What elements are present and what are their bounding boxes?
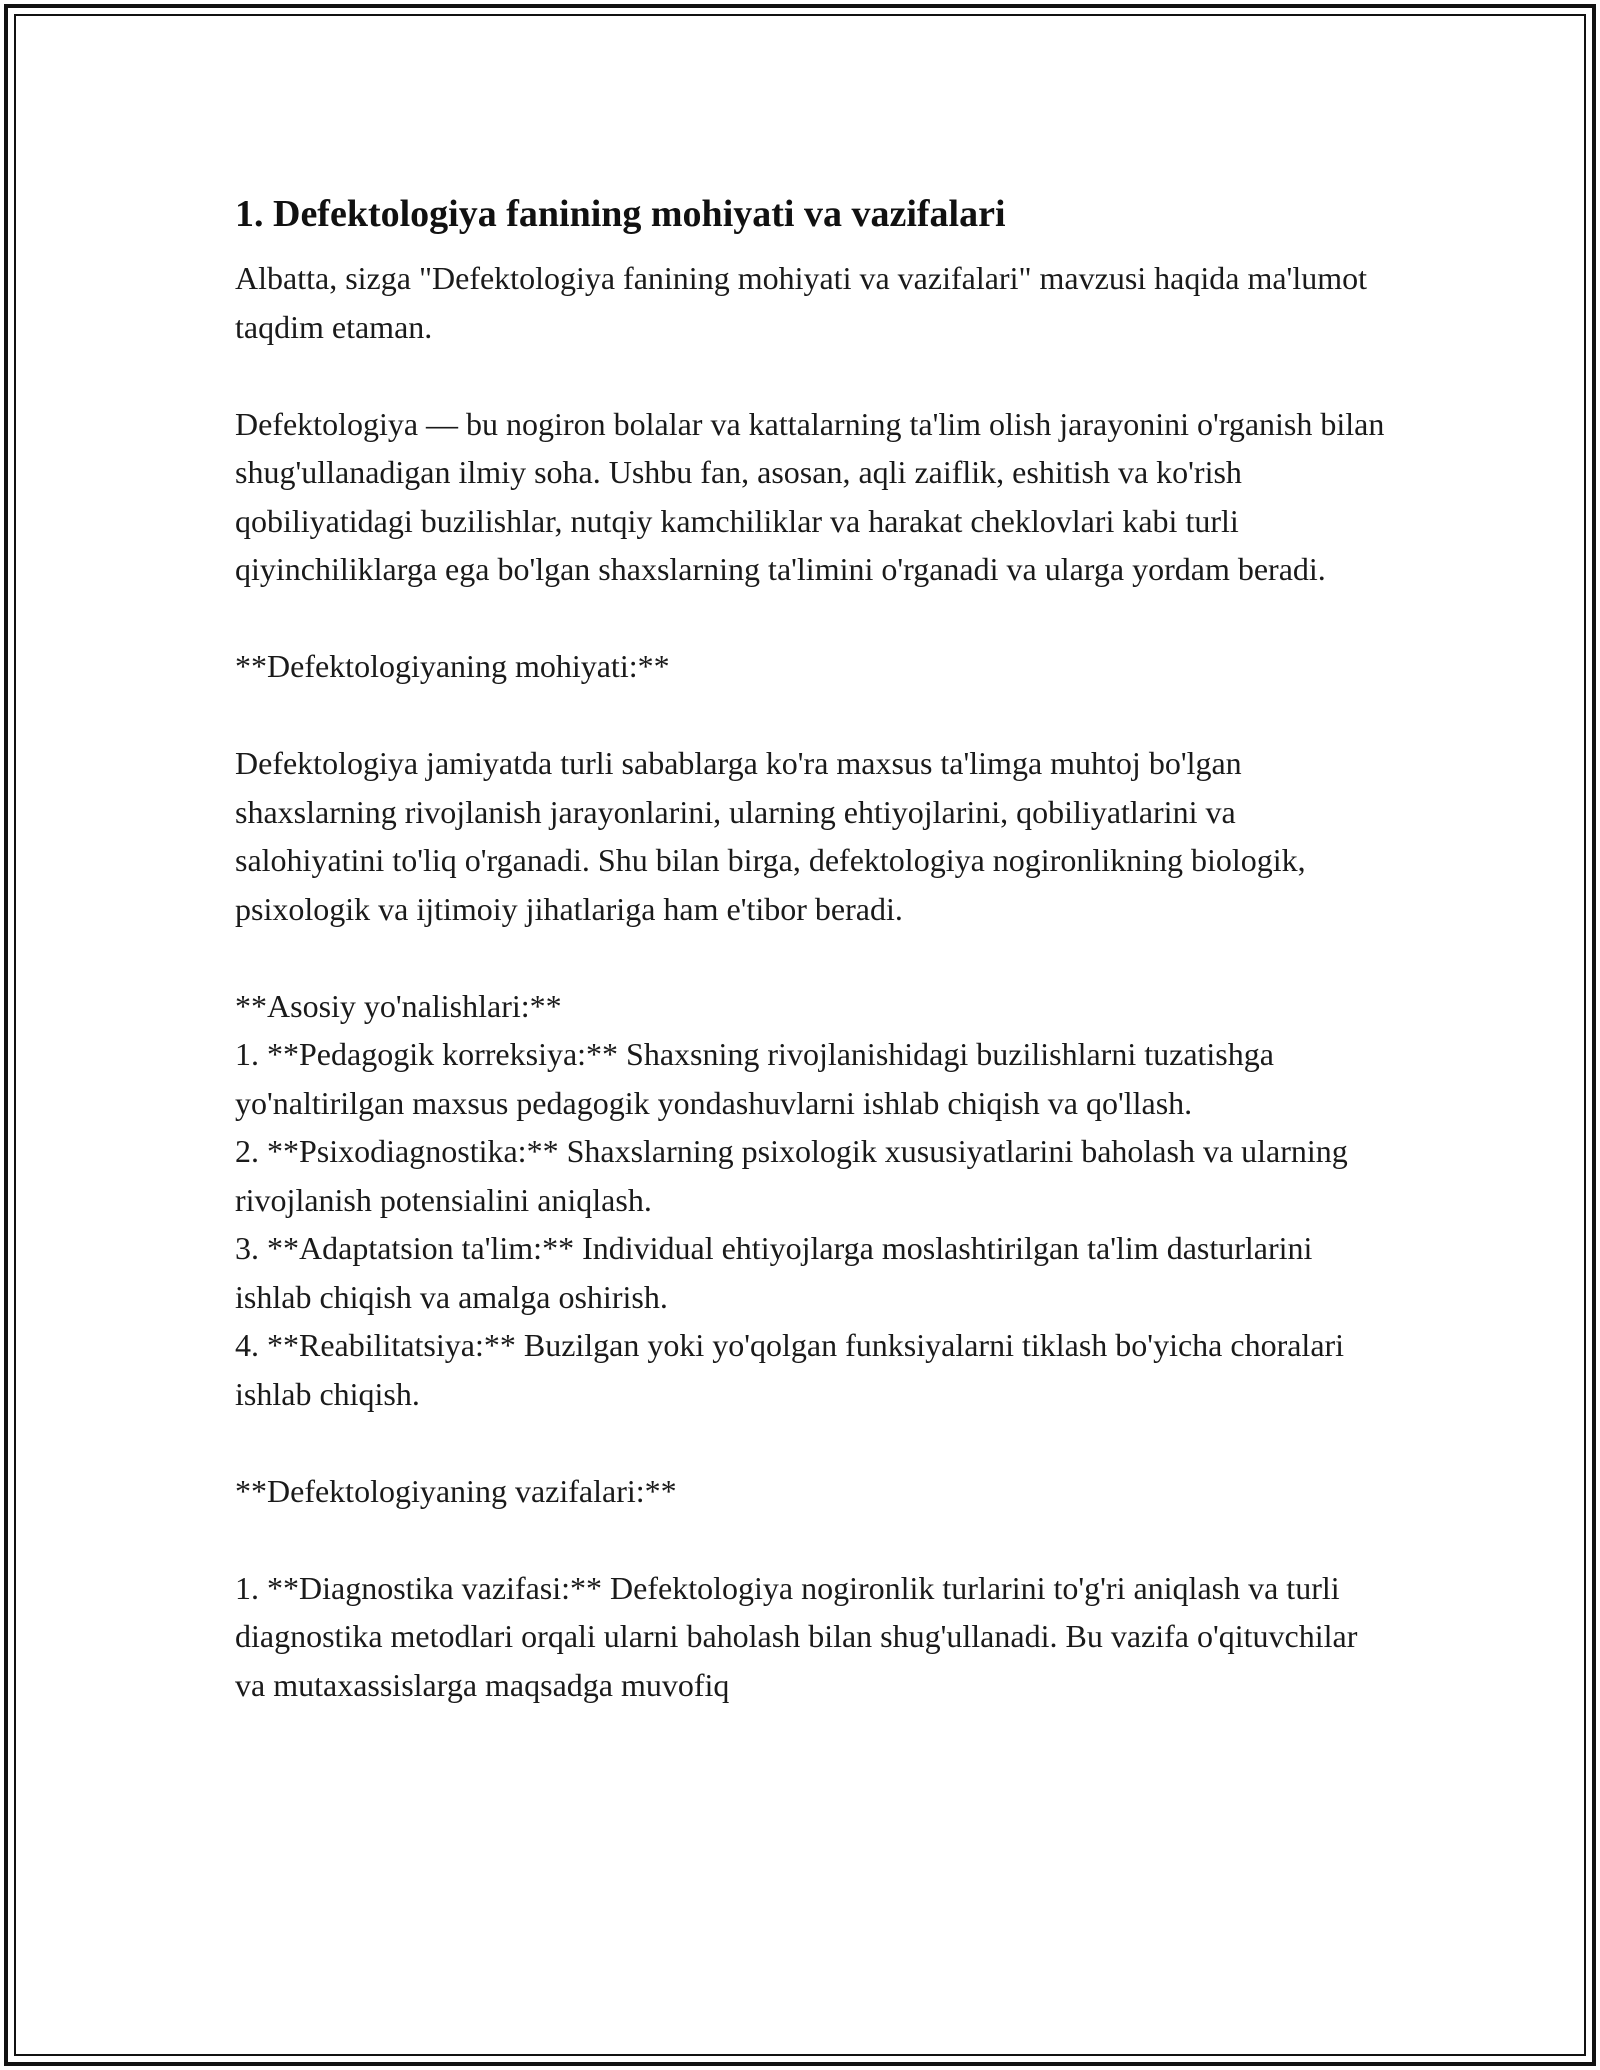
direction-item-4: 4. **Reabilitatsiya:** Buzilgan yoki yo'qolgan funksiyalarni tiklash bo'yicha choralari ishlab chiqish. <box>235 1327 1345 1412</box>
paragraph-gap <box>235 933 1385 982</box>
paragraph-gap <box>235 1515 1385 1564</box>
essence-paragraph: Defektologiya jamiyatda turli sabablarga ko'ra maxsus ta'limga muhtoj bo'lgan shaxslarning rivojlanish jarayonlarini, ularning ehtiyojlarini, qobiliyatlarini va salohiyatini to'liq o'rganadi. Shu bilan birga, defektologiya nogironlikning biologik, psixologik va ijtimoiy jihatlariga ham e'tibor beradi. <box>235 745 1306 927</box>
document-title: 1. Defektologiya fanining mohiyati va vazifalari <box>235 193 1006 235</box>
task-item-1: 1. **Diagnostika vazifasi:** Defektologiya nogironlik turlarini to'g'ri aniqlash va turli diagnostika metodlari orqali ularni baholash bilan shug'ullanadi. Bu vazifa o'qituvchilar va mutaxassislarga maqsadga muvofiq <box>235 1569 1358 1703</box>
intro-paragraph: Albatta, sizga "Defektologiya fanining mohiyati va vazifalari" mavzusi haqida ma'lumot taqdim etaman. <box>235 260 1367 345</box>
document-body <box>235 186 1385 1709</box>
directions-heading: **Asosiy yo'nalishlari:** <box>235 987 562 1024</box>
definition-paragraph: Defektologiya — bu nogiron bolalar va kattalarning ta'lim olish jarayonini o'rganish bilan shug'ullanadigan ilmiy soha. Ushbu fan, asosan, aqli zaiflik, eshitish va ko'rish qobiliyatidagi buzilishlar, nutqiy kamchiliklar va harakat cheklovlari kabi turli qiyinchiliklarga ega bo'lgan shaxslarning ta'limini o'rganadi va ularga yordam beradi. <box>235 405 1385 587</box>
tasks-heading: **Defektologiyaning vazifalari:** <box>235 1472 677 1509</box>
paragraph-gap <box>235 594 1385 643</box>
direction-item-3: 3. **Adaptatsion ta'lim:** Individual ehtiyojlarga moslashtirilgan ta'lim dasturlarini ishlab chiqish va amalga oshirish. <box>235 1230 1313 1315</box>
paragraph-gap <box>235 691 1385 740</box>
paragraph-gap <box>235 1418 1385 1467</box>
direction-item-1: 1. **Pedagogik korreksiya:** Shaxsning rivojlanishidagi buzilishlarni tuzatishga yo'naltirilgan maxsus pedagogik yondashuvlarni ishlab chiqish va qo'llash. <box>235 1036 1274 1121</box>
direction-item-2: 2. **Psixodiagnostika:** Shaxslarning psixologik xususiyatlarini baholash va ularning rivojlanish potensialini aniqlash. <box>235 1133 1348 1218</box>
paragraph-gap <box>235 351 1385 400</box>
essence-heading: **Defektologiyaning mohiyati:** <box>235 648 670 684</box>
